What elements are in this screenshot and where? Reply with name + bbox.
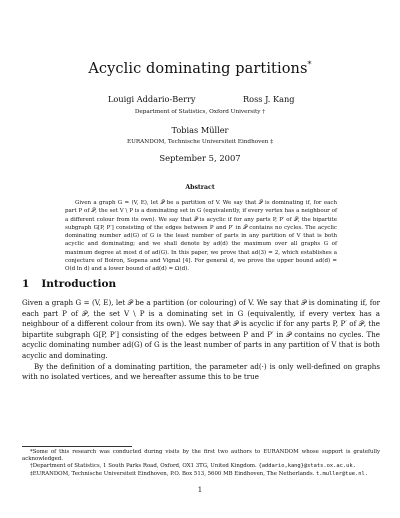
paragraph-1: Given a graph G = (V, E), let 𝒫 be a partition (or colouring) of V. We say that 𝒫 is dominating if, for each part P of 𝒫, the set V \ P is a dominating set in G (equivalently, if every vertex has a neighbour of a different colour from its own). We say that 𝒫 is acyclic if for any parts P, P′ of 𝒫, the bipartite subgraph G[P, P′] consisting of the edges between P and P′ in 𝒫 contains no cycles. The acyclic dominating number ad(G) of G is the least number of parts in any partition of V that is both acyclic and dominating. [22,298,380,360]
abstract-heading: Abstract [185,184,215,191]
affiliation-1: Department of Statistics, Oxford University † [134,109,266,115]
author-2: Ross J. Kang [243,94,295,104]
paper-date: September 5, 2007 [159,153,241,163]
footnote-3 [22,471,380,478]
section-number: 1 [22,278,30,290]
footnote-2-email[interactable]: {addario,kang}@stats.ox.ac.uk. [258,463,356,470]
title-footnote-mark: * [307,60,312,69]
page-number: 1 [197,486,203,494]
footnote-2 [22,463,380,470]
affiliation-2: EURANDOM, Technische Universiteit Eindhoven ‡ [126,139,274,145]
body-text [22,298,380,383]
footnote-3-email[interactable]: t.muller@tue.nl. [316,470,368,477]
footnote-3-text: ‡EURANDOM, Technische Universiteit Eindhoven, P.O. Box 513, 5600 MB Eindhoven, The Netherlands. [30,470,315,477]
author-1: Louigi Addario-Berry [108,94,196,104]
author-3: Tobias Müller [171,125,229,135]
section-heading [22,278,116,290]
footnote-1: *Some of this research was conducted during visits by the first two authors to EURANDOM whose support is gratefully acknowledged. [22,449,380,463]
section-title: Introduction [41,278,117,290]
abstract-text: Given a graph G = (V, E), let 𝒫 be a partition of V. We say that 𝒫 is dominating if, for each part P of 𝒫, the set V \ P is a dominating set in G (equivalently, if every vertex has a neighbour of a different colour from its own). We say that 𝒫 is acyclic if for any parts P, P′ of 𝒫, the bipartite subgraph G[P, P′] consisting of the edges between P and P′ in 𝒫 contains no cycles. The acyclic dominating number ad(G) of G is the least number of parts in any partition of V that is both acyclic and dominating; and we shall denote by ad(d) the maximum over all graphs G of maximum degree at most d of ad(G). In this paper, we prove that ad(3) = 2, which establishes a conjecture of Boiron, Sopena and Vignal [4]. For general d, we prove the upper bound ad(d) = O(d ln d) and a lower bound of ad(d) = Ω(d). [65,200,337,273]
footnote-rule [22,446,132,447]
title-text: Acyclic dominating partitions [88,60,308,77]
footnotes [22,449,380,478]
paper-title [0,60,400,77]
paragraph-2: By the definition of a dominating partition, the parameter ad(·) is only well-defined on graphs with no isolated vertices, and we hereafter assume this to be true [22,361,380,382]
footnote-2-text: †Department of Statistics, 1 South Parks Road, Oxford, OX1 3TG, United Kingdom. [30,463,257,470]
